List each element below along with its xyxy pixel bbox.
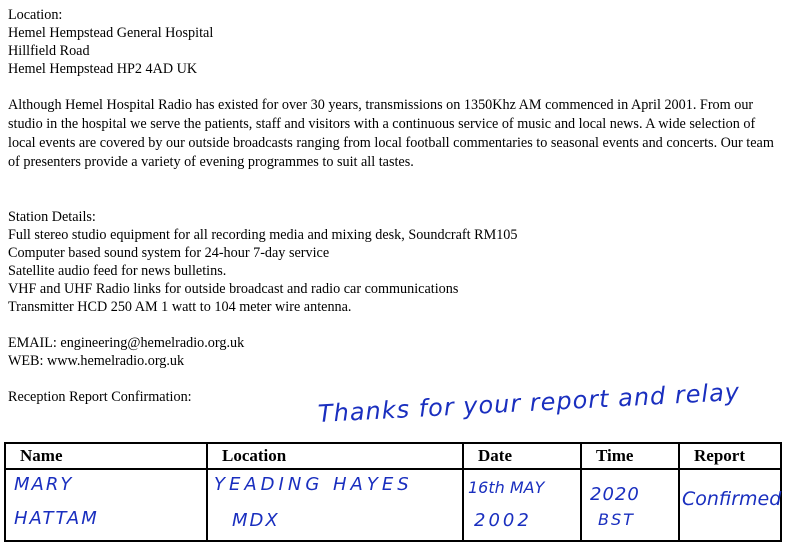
name-cell bbox=[5, 469, 207, 541]
email-line: EMAIL: engineering@hemelradio.org.uk bbox=[8, 335, 245, 351]
report-table bbox=[4, 442, 782, 542]
location-line-2: MDX bbox=[232, 510, 280, 531]
station-item: Satellite audio feed for news bulletins. bbox=[8, 263, 227, 279]
time-column-header: Time bbox=[581, 443, 679, 469]
report-row bbox=[5, 469, 781, 541]
date-line-1: 16th MAY bbox=[468, 478, 545, 497]
station-item: Full stereo studio equipment for all recording media and mixing desk, Soundcraft RM105 bbox=[8, 227, 518, 243]
report-status: Confirmed bbox=[682, 488, 782, 510]
location-line-1: YEADING HAYES bbox=[214, 474, 413, 495]
location-cell bbox=[207, 469, 463, 541]
time-line-1: 2020 bbox=[590, 484, 640, 505]
date-cell bbox=[463, 469, 581, 541]
name-line-1: MARY bbox=[14, 474, 74, 495]
report-cell bbox=[679, 469, 781, 541]
date-column-header: Date bbox=[463, 443, 581, 469]
name-column-header: Name bbox=[5, 443, 207, 469]
station-heading: Station Details: bbox=[8, 209, 96, 225]
web-line: WEB: www.hemelradio.org.uk bbox=[8, 353, 185, 369]
report-header-row bbox=[5, 443, 781, 469]
confirmation-label: Reception Report Confirmation: bbox=[8, 389, 192, 405]
time-cell bbox=[581, 469, 679, 541]
name-line-2: HATTAM bbox=[14, 508, 99, 529]
address-line-2: Hillfield Road bbox=[8, 43, 90, 59]
station-item: Computer based sound system for 24-hour 7-day service bbox=[8, 245, 330, 261]
location-heading: Location: bbox=[8, 7, 63, 23]
report-column-header: Report bbox=[679, 443, 781, 469]
time-line-2: BST bbox=[598, 510, 635, 529]
address-line-1: Hemel Hempstead General Hospital bbox=[8, 25, 214, 41]
date-line-2: 2002 bbox=[474, 510, 532, 531]
station-item: Transmitter HCD 250 AM 1 watt to 104 meter wire antenna. bbox=[8, 299, 352, 315]
location-column-header: Location bbox=[207, 443, 463, 469]
handwritten-note: Thanks for your report and relay bbox=[317, 377, 741, 428]
address-line-3: Hemel Hempstead HP2 4AD UK bbox=[8, 61, 198, 77]
station-item: VHF and UHF Radio links for outside broadcast and radio car communications bbox=[8, 281, 459, 297]
intro-paragraph: Although Hemel Hospital Radio has existed for over 30 years, transmissions on 1350Khz AM commenced in April 2001. From our studio in the hospital we serve the patients, staff and visitors with a continuous service of music and local news. A wide selection of local events are covered by our outside broadcasts ranging from local football commentaries to seasonal events and concerts. Our team of presenters provide a variety of evening programmes to suit all tastes. bbox=[8, 97, 774, 170]
